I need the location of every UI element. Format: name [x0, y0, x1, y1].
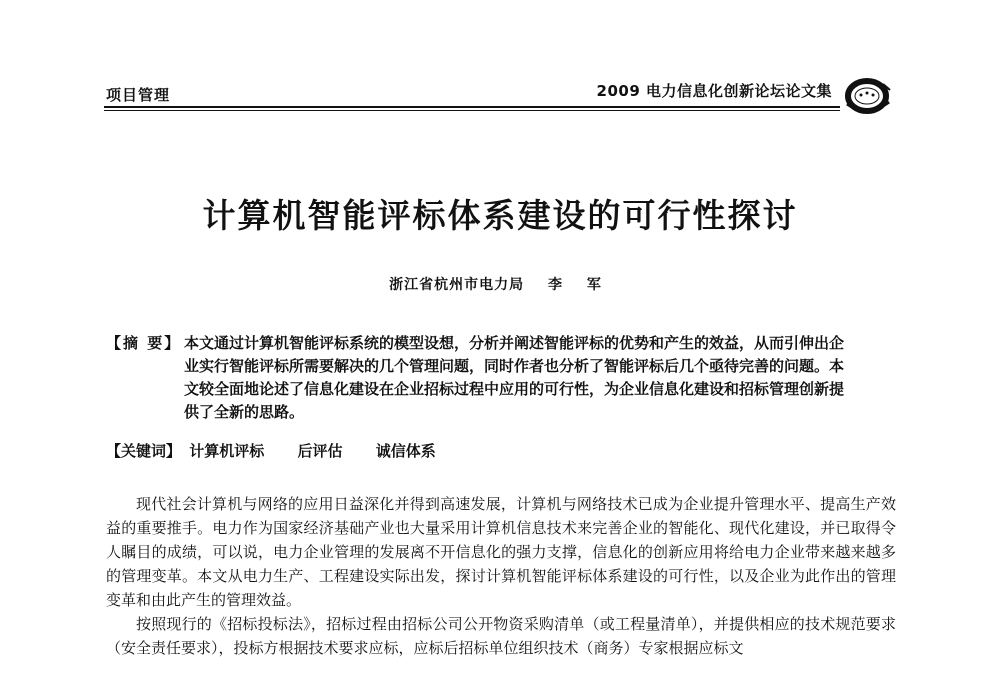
- conference-logo-icon: [843, 74, 893, 118]
- byline: [0, 274, 1000, 294]
- header-rule-thin: [104, 110, 840, 111]
- keywords: [106, 440, 846, 463]
- keyword-item: 诚信体系: [375, 442, 436, 460]
- body-text: [106, 492, 896, 660]
- keyword-item: 计算机评标: [189, 442, 265, 460]
- running-header-section: 项目管理: [106, 86, 171, 104]
- running-header-collection: 2009 电力信息化创新论坛论文集: [596, 82, 832, 100]
- body-paragraph: 现代社会计算机与网络的应用日益深化并得到高速发展，计算机与网络技术已成为企业提升管理水平、提高生产效益的重要推手。电力作为国家经济基础产业也大量采用计算机信息技术来完善企业的智能化、现代化建设，并已取得令人瞩目的成绩，可以说，电力企业管理的发展离不开信息化的强力支撑，信息化的创新应用将给电力企业带来越来越多的管理变革。本文从电力生产、工程建设实际出发，探讨计算机智能评标体系建设的可行性，以及企业为此作出的管理变革和由此产生的管理效益。: [106, 495, 896, 609]
- affiliation: 浙江省杭州市电力局: [389, 277, 525, 293]
- abstract-text: 本文通过计算机智能评标系统的模型设想，分析并阐述智能评标的优势和产生的效益，从而引伸出企业实行智能评标所需要解决的几个管理问题，同时作者也分析了智能评标后几个亟待完善的问题。本文较全面地论述了信息化建设在企业招标过程中应用的可行性，为企业信息化建设和招标管理创新提供了全新的思路。: [184, 334, 845, 421]
- article-title: 计算机智能评标体系建设的可行性探讨: [202, 196, 798, 235]
- abstract-label: 【摘 要】: [106, 334, 182, 352]
- author: 李 军: [548, 277, 611, 293]
- keyword-item: 后评估: [297, 442, 343, 460]
- header-rule: [104, 106, 840, 108]
- keywords-label: 【关键词】: [106, 442, 182, 460]
- abstract: [106, 332, 846, 424]
- body-paragraph: 按照现行的《招标投标法》，招标过程由招标公司公开物资采购清单（或工程量清单），并提供相应的技术规范要求（安全责任要求），投标方根据技术要求应标，应标后招标单位组织技术（商务）专家根据应标文: [106, 615, 896, 657]
